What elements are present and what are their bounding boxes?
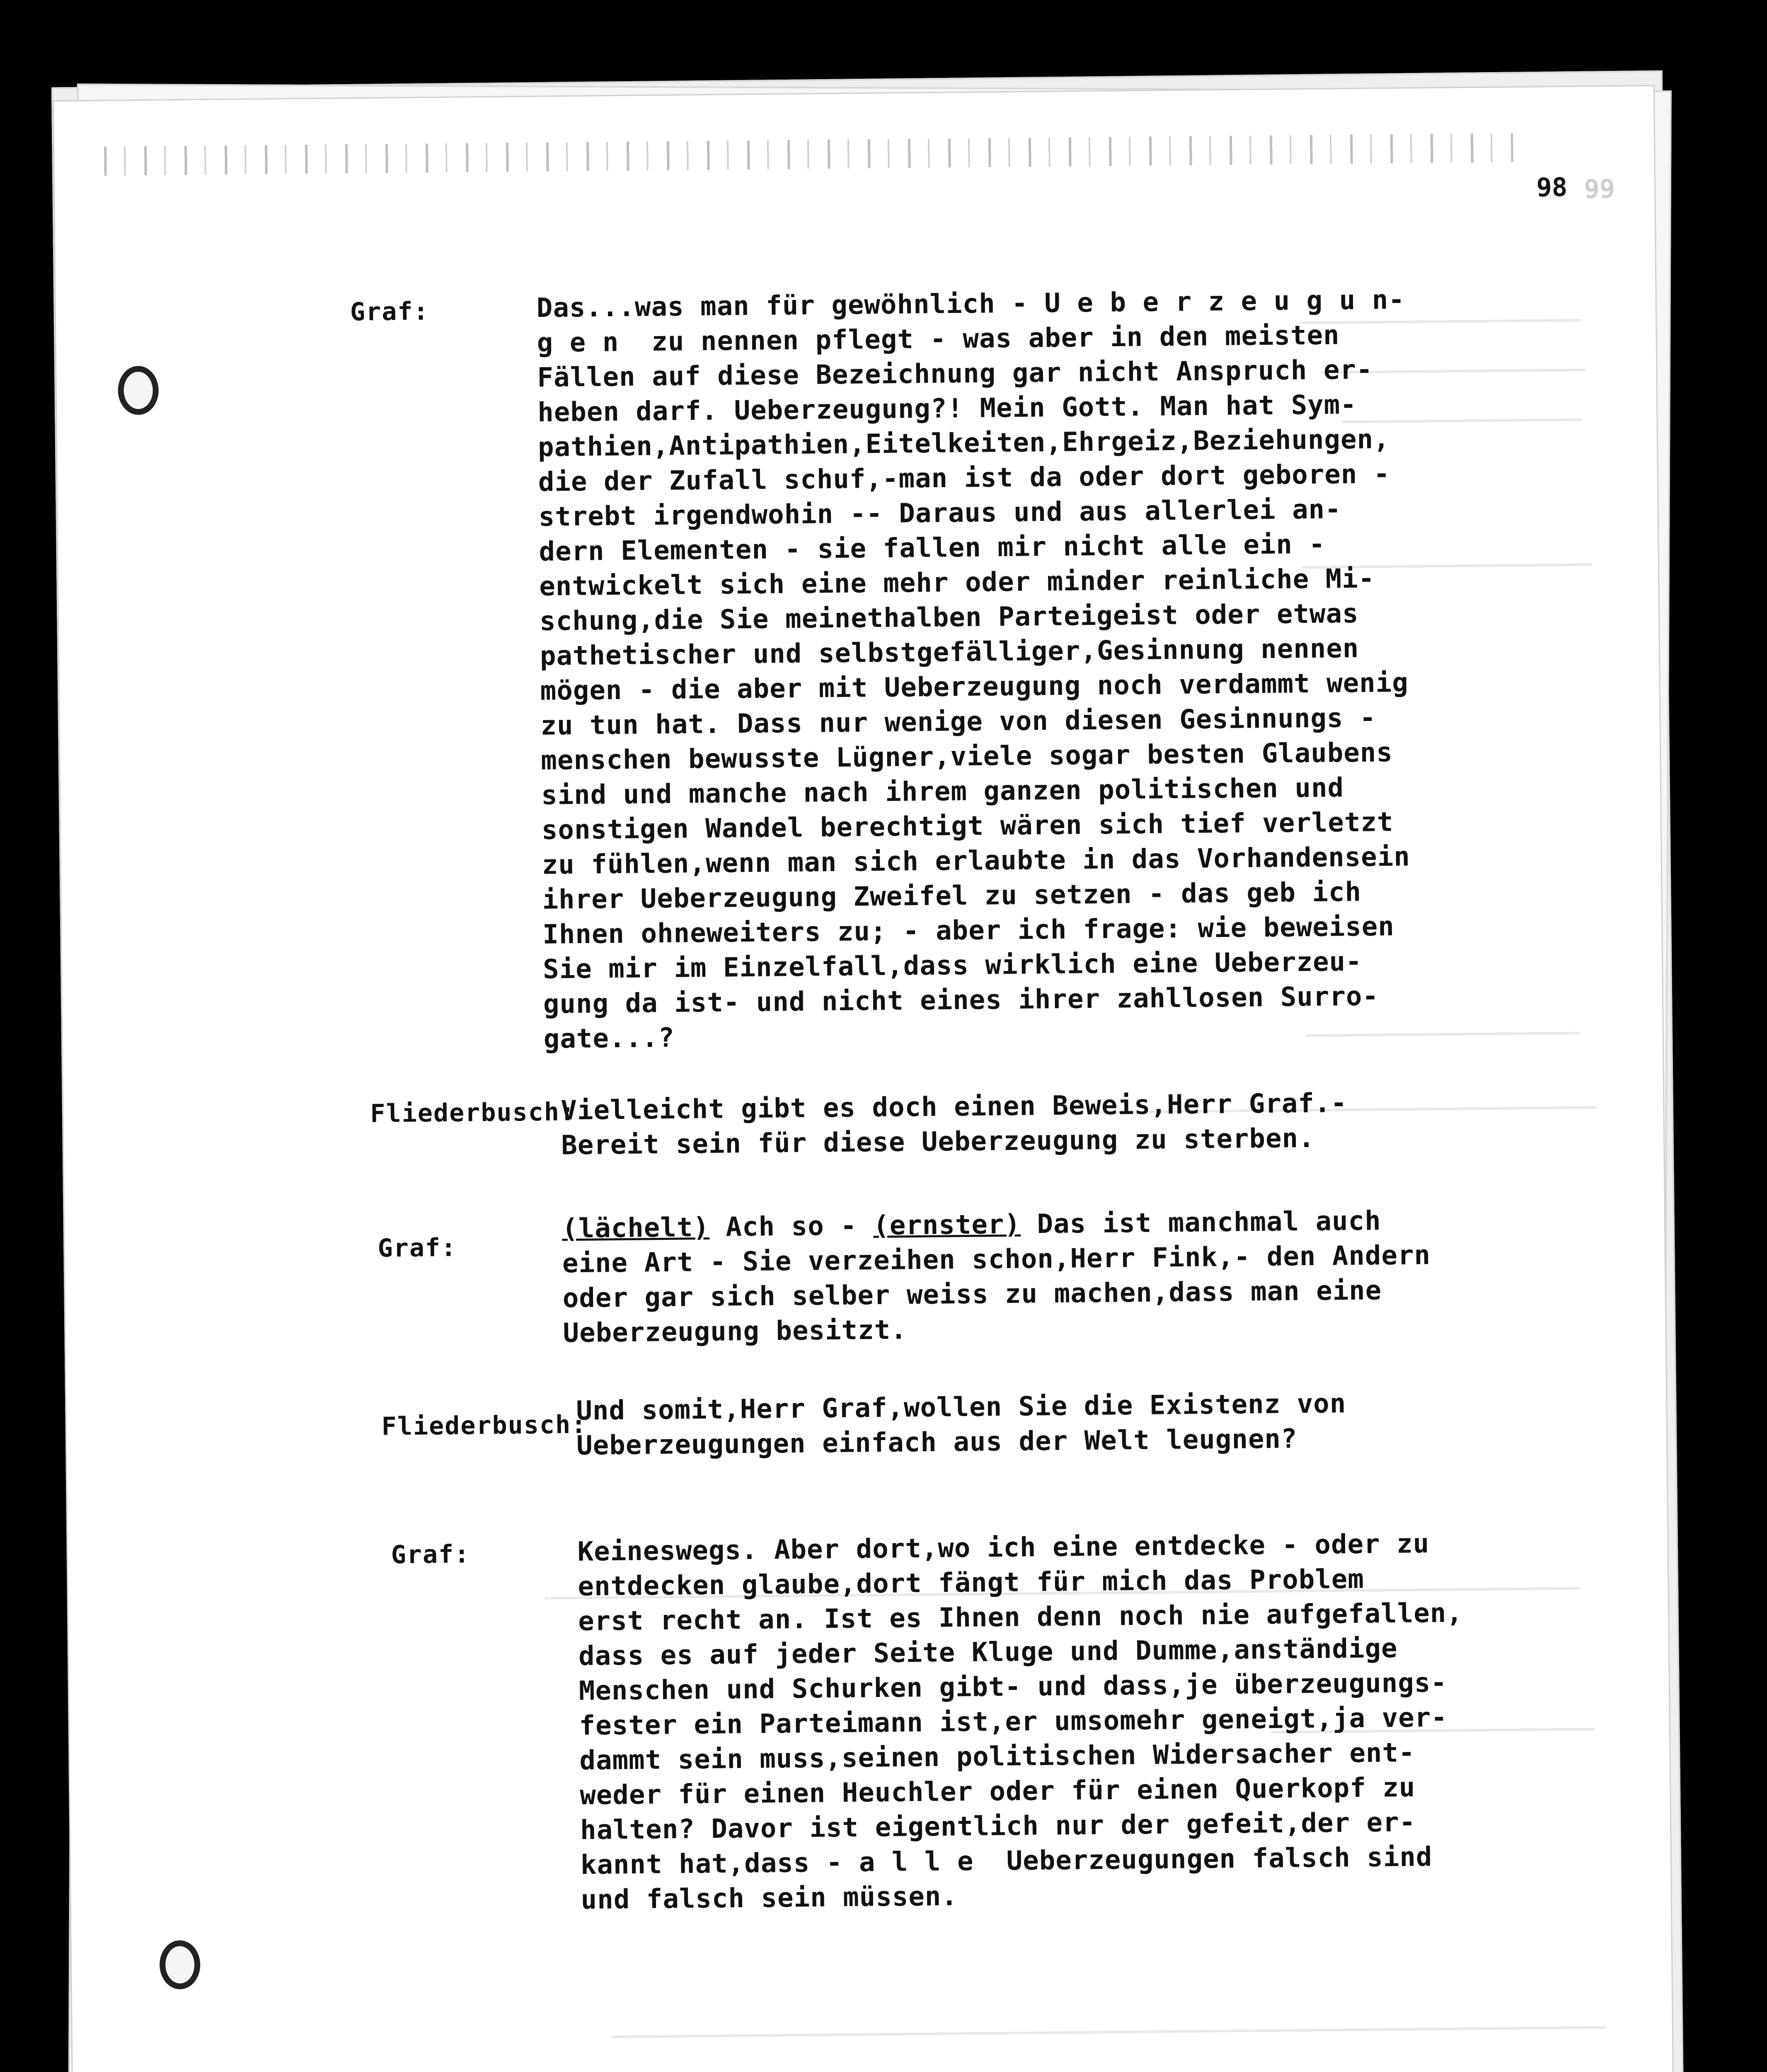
speech-line: menschen bewusste Lügner,viele sogar besten Glaubens [540, 737, 1393, 776]
speech-line: dass es auf jeder Seite Kluge und Dumme,anständige [578, 1633, 1398, 1672]
speaker-label: Fliederbusch: [370, 1097, 576, 1128]
page-number-ghost: 99 [1584, 173, 1615, 204]
speech-line: pathien,Antipathien,Eitelkeiten,Ehrgeiz,Beziehungen, [537, 424, 1390, 463]
speech-line: zu tun hat. Dass nur wenige von diesen Gesinnungs - [540, 702, 1376, 741]
speech-line: strebt irgendwohin -- Daraus und aus allerlei an- [538, 494, 1341, 533]
speech-line: Und somit,Herr Graf,wollen Sie die Existenz von [576, 1388, 1346, 1427]
speech-line: Sie mir im Einzelfall,dass wirklich eine Ueberzeu- [542, 946, 1362, 985]
speech-line: heben darf. Ueberzeugung?! Mein Gott. Man hat Sym- [537, 389, 1357, 428]
speech-block [536, 283, 1412, 1057]
speech-line: eine Art - Sie verzeihen schon,Herr Fink,- den Andern [562, 1240, 1431, 1279]
speech-block [576, 1386, 1346, 1463]
registration-marks [104, 133, 1513, 176]
speech-line: erst recht an. Ist es Ihnen denn noch nie aufgefallen, [578, 1598, 1463, 1637]
speech-line: dern Elementen - sie fallen mir nicht alle ein - [539, 529, 1326, 567]
speech-line: Das...was man für gewöhnlich - U e b e r z e u g u n- [536, 284, 1405, 324]
speech-line: gate...? [543, 1022, 675, 1055]
speech-line: dammt sein muss,seinen politischen Widersacher ent- [579, 1737, 1415, 1777]
speech-block [562, 1203, 1431, 1351]
speech-line: entwickelt sich eine mehr oder minder reinliche Mi- [539, 563, 1375, 602]
speech-line: kannt hat,dass - a l l e Ueberzeugungen falsch sind [580, 1842, 1433, 1881]
stage-direction: (lächelt) [562, 1212, 710, 1244]
speech-line: Ihnen ohneweiters zu; - aber ich frage: wie beweisen [542, 911, 1395, 950]
speech-line: sonstigen Wandel berechtigt wären sich tief verletzt [541, 807, 1394, 846]
speech-line: gung da ist- und nicht eines ihrer zahllosen Surro- [543, 981, 1379, 1020]
speaker-label: Graf: [350, 297, 429, 327]
speech-line: pathetischer und selbstgefälliger,Gesinnung nennen [540, 633, 1359, 672]
speech-line: entdecken glaube,dort fängt für mich das Problem [578, 1564, 1365, 1602]
speaker-label: Graf: [378, 1233, 457, 1263]
speech-fragment: Das ist manchmal auch [1020, 1205, 1381, 1240]
punch-hole [118, 366, 159, 415]
speech-line: fester ein Parteimann ist,er umsomehr geneigt,ja ver- [579, 1702, 1448, 1742]
speech-block [561, 1086, 1348, 1163]
speech-line: g e n zu nennen pflegt - was aber in den meisten [537, 320, 1340, 358]
speech-line: sind und manche nach ihrem ganzen politischen und [541, 772, 1344, 811]
speech-fragment: Ach so - [709, 1210, 874, 1243]
speech-line: die der Zufall schuf,-man ist da oder dort geboren - [538, 459, 1390, 498]
stage-direction: (ernster) [873, 1209, 1021, 1242]
speech-block [577, 1526, 1465, 1917]
page-number: 98 [1536, 172, 1568, 203]
document-page [54, 86, 1673, 2072]
punch-hole [160, 1940, 201, 1990]
speech-line: Bereit sein für diese Ueberzeugung zu sterben. [561, 1123, 1315, 1161]
speech-line: weder für einen Heuchler oder für einen Querkopf zu [579, 1772, 1416, 1811]
speech-line: Ueberzeugung besitzt. [563, 1314, 908, 1349]
speaker-label: Fliederbusch: [381, 1410, 587, 1441]
speech-line: mögen - die aber mit Ueberzeugung noch verdammt wenig [540, 667, 1409, 707]
speech-line: schung,die Sie meinethalben Parteigeist oder etwas [539, 598, 1359, 637]
speech-line: halten? Davor ist eigentlich nur der gefeit,der er- [580, 1807, 1416, 1846]
speech-line: und falsch sein müssen. [581, 1881, 958, 1915]
speech-line: zu fühlen,wenn man sich erlaubte in das Vorhandensein [542, 841, 1411, 881]
speech-line: Vielleicht gibt es doch einen Beweis,Herr Graf.- [561, 1088, 1348, 1126]
speech-line: ihrer Ueberzeugung Zweifel zu setzen - das geb ich [542, 876, 1362, 915]
speaker-label: Graf: [391, 1539, 470, 1570]
speech-line: oder gar sich selber weiss zu machen,dass man eine [562, 1275, 1382, 1314]
speech-line: Menschen und Schurken gibt- und dass,je überzeugungs- [579, 1667, 1447, 1707]
speech-line: Ueberzeugungen einfach aus der Welt leugnen? [576, 1423, 1297, 1462]
speech-line: Fällen auf diese Bezeichnung gar nicht Anspruch er- [537, 354, 1373, 393]
speech-line: Keineswegs. Aber dort,wo ich eine entdecke - oder zu [577, 1528, 1430, 1568]
